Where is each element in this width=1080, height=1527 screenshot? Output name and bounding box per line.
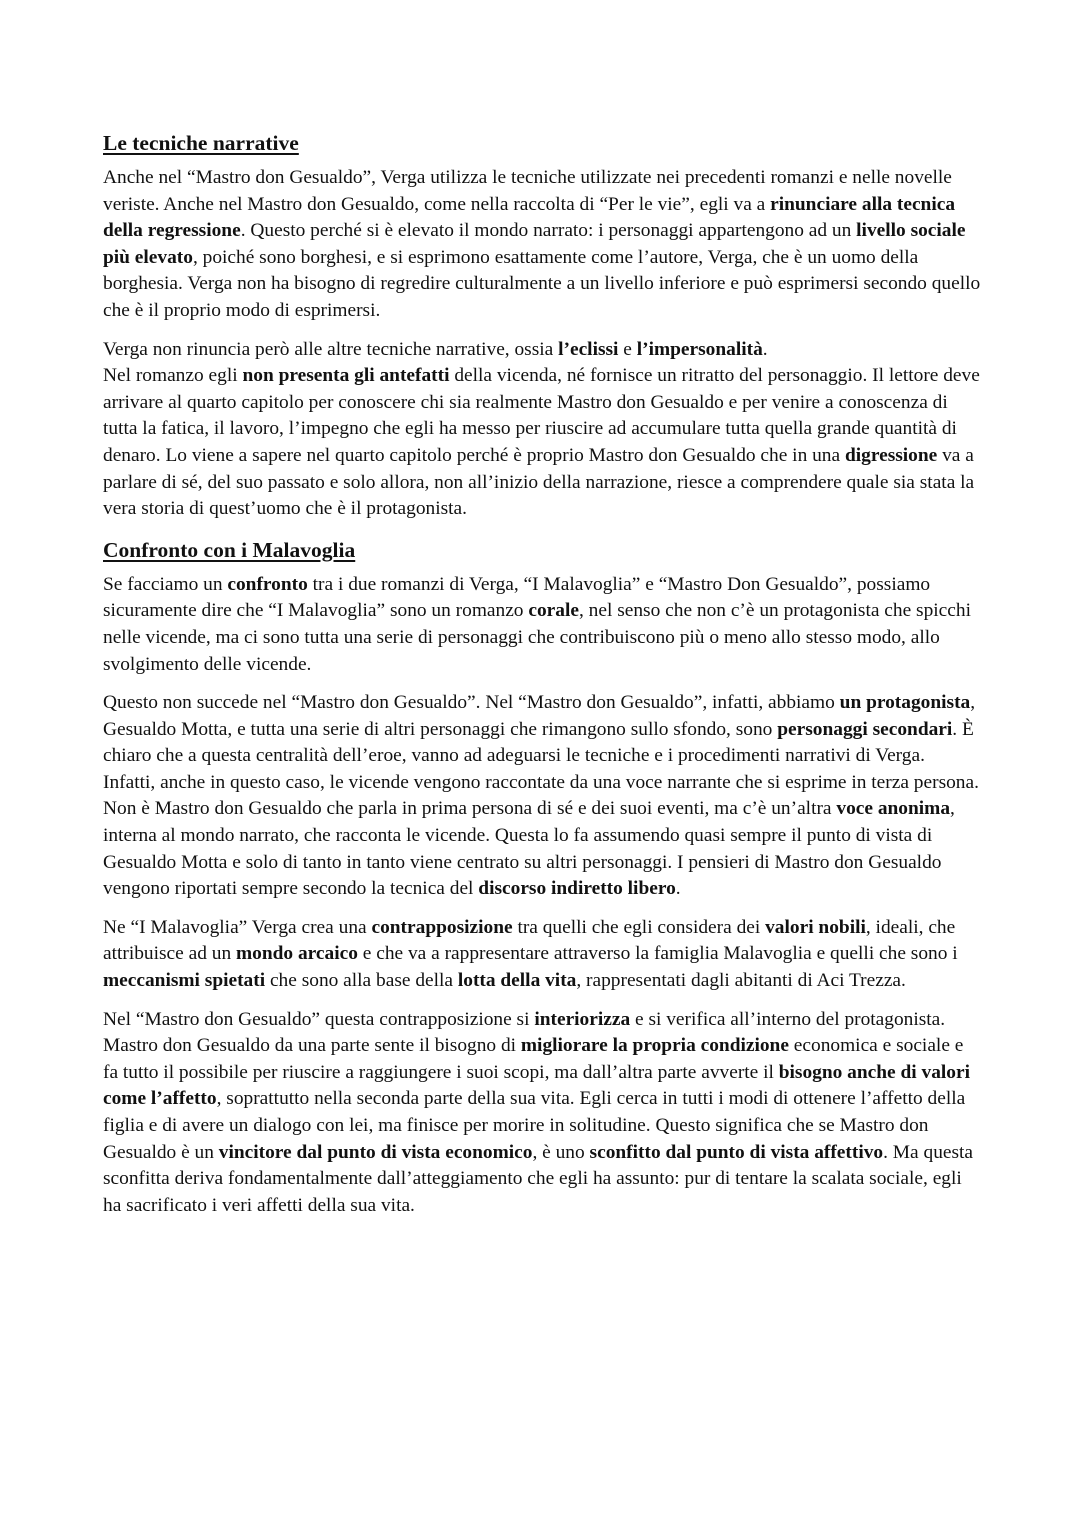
bold-text: contrapposizione	[371, 916, 513, 938]
text-run: , poiché sono borghesi, e si esprimono esattamente come l’autore, Verga, che è un uomo della borghesia. Verga non ha bisogno di regredire culturalmente a un livello inferiore e può esprimersi secondo quello che è il proprio modo di esprimersi.	[103, 246, 981, 321]
paragraph	[103, 1007, 983, 1220]
bold-text: non presenta gli antefatti	[242, 365, 450, 387]
bold-text: mondo arcaico	[236, 943, 358, 965]
section-heading: Confronto con i Malavoglia	[103, 537, 356, 562]
bold-text: rinunciare alla tecnica della regressione	[103, 193, 956, 242]
bold-text: vincitore dal punto di vista economico	[218, 1141, 533, 1163]
text-run: , soprattutto nella seconda parte della sua vita. Egli cerca in tutti i modi di ottenere l’affetto della figlia e di avere un dialogo con lei, ma finisce per morire in solitudine. Questo significa che se Mastro don Gesualdo è un	[103, 1088, 966, 1163]
bold-text: confronto	[227, 573, 308, 595]
text-run: Se facciamo un	[103, 573, 228, 595]
text-run: .	[762, 338, 768, 360]
text-run: , rappresentati dagli abitanti di Aci Trezza.	[576, 970, 906, 992]
paragraph	[103, 337, 983, 364]
text-run: e che va a rappresentare attraverso la famiglia Malavoglia e quelli che sono i	[357, 943, 958, 965]
text-run: della vicenda, né fornisce un ritratto del personaggio. Il lettore deve arrivare al quarto capitolo per conoscere chi sia realmente Mastro don Gesualdo e per venire a conoscenza di tutta la fatica, il lavoro, l’impegno che egli ha messo per riuscire ad accumulare tutta quella grande quantità di denaro. Lo viene a sapere nel quarto capitolo perché è proprio Mastro don Gesualdo che in una	[103, 365, 980, 466]
bold-text: voce anonima	[836, 798, 951, 820]
section-heading: Le tecniche narrative	[103, 131, 299, 155]
document-page	[103, 128, 983, 1231]
text-run: Nel romanzo egli	[103, 365, 243, 387]
text-run: Anche nel “Mastro don Gesualdo”, Verga utilizza le tecniche utilizzate nei precedenti romanzi e nelle novelle veriste. Anche nel Mastro don Gesualdo, come nella raccolta di “Per le vie”, egli va a	[103, 167, 952, 215]
bold-text: un protagonista	[839, 692, 971, 714]
section-tecniche-narrative	[103, 128, 983, 523]
paragraph	[103, 363, 983, 523]
text-run: Verga non rinuncia però alle altre tecniche narrative, ossia	[103, 338, 559, 360]
bold-text: livello sociale più elevato	[103, 220, 966, 268]
paragraph	[103, 572, 983, 678]
text-run: Ne “I Malavoglia” Verga crea una	[103, 916, 372, 938]
text-run: Questo non succede nel “Mastro don Gesualdo”. Nel “Mastro don Gesualdo”, infatti, abbiamo	[103, 692, 840, 714]
text-run: tra i due romanzi di Verga, “I Malavoglia” e “Mastro Don Gesualdo”, possiamo sicuramente dire che “I Malavoglia” sono un romanzo	[103, 573, 931, 622]
text-run: , interna al mondo narrato, che racconta le vicende. Questa lo fa assumendo quasi sempre il punto di vista di Gesualdo Motta e solo di tanto in tanto viene centrato su altri personaggi. I pensieri di Mastro don Gesualdo vengono riportati sempre secondo la tecnica del	[103, 798, 955, 900]
text-run: , Gesualdo Motta, e tutta una serie di altri personaggi che rimangono sullo sfondo, sono	[103, 692, 976, 740]
bold-text: corale	[528, 600, 579, 622]
text-run: che sono alla base della	[265, 970, 458, 992]
text-run: Infatti, anche in questo caso, le vicende vengono raccontate da una voce narrante che si esprime in terza persona. Non è Mastro don Gesualdo che parla in prima persona di sé e dei suoi eventi, ma c’è un’altra	[103, 771, 979, 820]
text-run: , nel senso che non c’è un protagonista che spicchi nelle vicende, ma ci sono tutta una serie di personaggi che contribuiscono più o meno allo stesso modo, allo svolgimento delle vicende.	[103, 600, 971, 675]
paragraph	[103, 770, 983, 903]
text-run: .	[675, 878, 681, 900]
bold-text: lotta della vita	[457, 970, 577, 992]
bold-text: migliorare la propria condizione	[520, 1035, 789, 1057]
bold-text: discorso indiretto libero	[478, 878, 676, 900]
text-run: tra quelli che egli considera dei	[512, 916, 766, 938]
text-run: Nel “Mastro don Gesualdo” questa contrapposizione si	[103, 1008, 535, 1030]
bold-text: meccanismi spietati	[103, 970, 266, 992]
text-run: economica e sociale e fa tutto il possibile per riuscire a raggiungere i suoi scopi, ma dall’altra parte avverte il	[103, 1035, 964, 1083]
text-run: va a parlare di sé, del suo passato e solo allora, non all’inizio della narrazione, riesce a comprendere quale sia stata la vera storia di quest’uomo che è il protagonista.	[103, 444, 975, 520]
text-run: . Ma questa sconfitta deriva fondamentalmente dall’atteggiamento che egli ha assunto: pur di tentare la scalata sociale, egli ha sacrificato i veri affetti della sua vita.	[103, 1141, 974, 1216]
bold-text: sconfitto dal punto di vista affettivo	[589, 1141, 884, 1163]
paragraph	[103, 915, 983, 995]
bold-text: bisogno anche di valori come l’affetto	[103, 1061, 970, 1110]
text-run: , ideali, che attribuisce ad un	[103, 916, 956, 965]
bold-text: interiorizza	[534, 1008, 631, 1030]
text-run: e	[618, 338, 637, 360]
paragraph	[103, 690, 983, 770]
bold-text: l’impersonalità	[636, 338, 763, 360]
bold-text: l’eclissi	[558, 338, 619, 360]
text-run: . Questo perché si è elevato il mondo narrato: i personaggi appartengono ad un	[240, 220, 857, 242]
section-confronto-malavoglia	[103, 535, 983, 1220]
bold-text: valori nobili	[765, 916, 866, 938]
text-run: , è uno	[532, 1141, 590, 1163]
text-run: e si verifica all’interno del protagonista. Mastro don Gesualdo da una parte sente il bisogno di	[103, 1008, 946, 1057]
paragraph	[103, 165, 983, 325]
text-run: . È chiaro che a questa centralità dell’eroe, vanno ad adeguarsi le tecniche e i procedimenti narrativi di Verga.	[103, 718, 974, 767]
bold-text: personaggi secondari	[777, 718, 953, 740]
bold-text: digressione	[844, 444, 938, 466]
